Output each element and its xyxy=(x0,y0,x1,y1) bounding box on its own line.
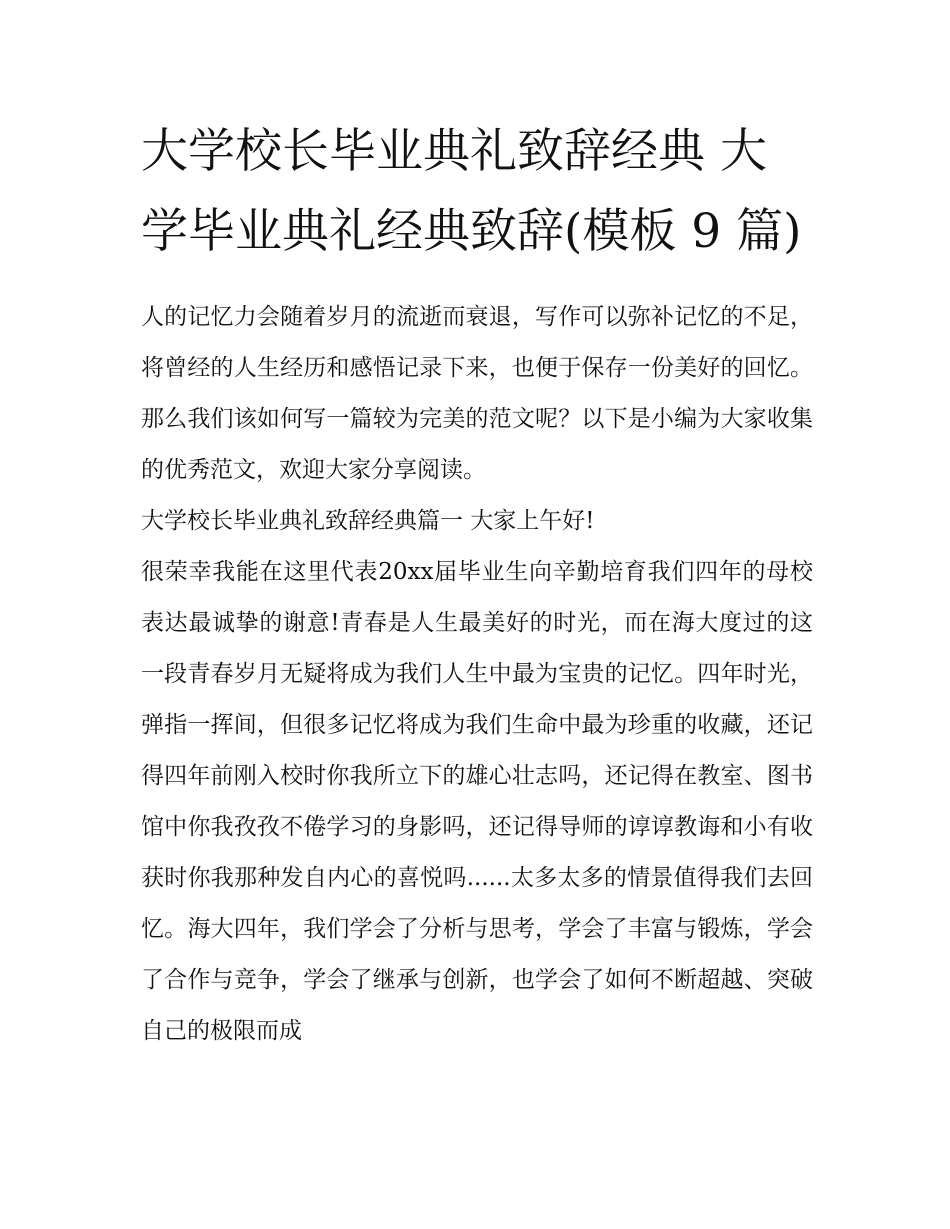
speech-paragraph: 很荣幸我能在这里代表20xx届毕业生向辛勤培育我们四年的母校表达最诚挚的谢意!青春是人生最美好的时光，而在海大度过的这一段青春岁月无疑将成为我们人生中最为宝贵的记忆。四年时光，弹指一挥间，但很多记忆将成为我们生命中最为珍重的收藏，还记得四年前刚入校时你我所立下的雄心壮志吗，还记得在教室、图书馆中你我孜孜不倦学习的身影吗，还记得导师的谆谆教诲和小有收获时你我那种发自内心的喜悦吗......太多太多的情景值得我们去回忆。海大四年，我们学会了分析与思考，学会了丰富与锻炼，学会了合作与竞争，学会了继承与创新，也学会了如何不断超越、突破自己的极限而成 xyxy=(141,559,813,1044)
section-heading: 大学校长毕业典礼致辞经典篇一 大家上午好! xyxy=(141,508,595,534)
document-title: 大学校长毕业典礼致辞经典 大学毕业典礼经典致辞(模板 9 篇) xyxy=(141,124,802,259)
intro-paragraph: 人的记忆力会随着岁月的流逝而衰退，写作可以弥补记忆的不足，将曾经的人生经历和感悟记录下来，也便于保存一份美好的回忆。那么我们该如何写一篇较为完美的范文呢？以下是小编为大家收集的优秀范文，欢迎大家分享阅读。 xyxy=(141,304,813,483)
document-page xyxy=(141,112,813,1057)
